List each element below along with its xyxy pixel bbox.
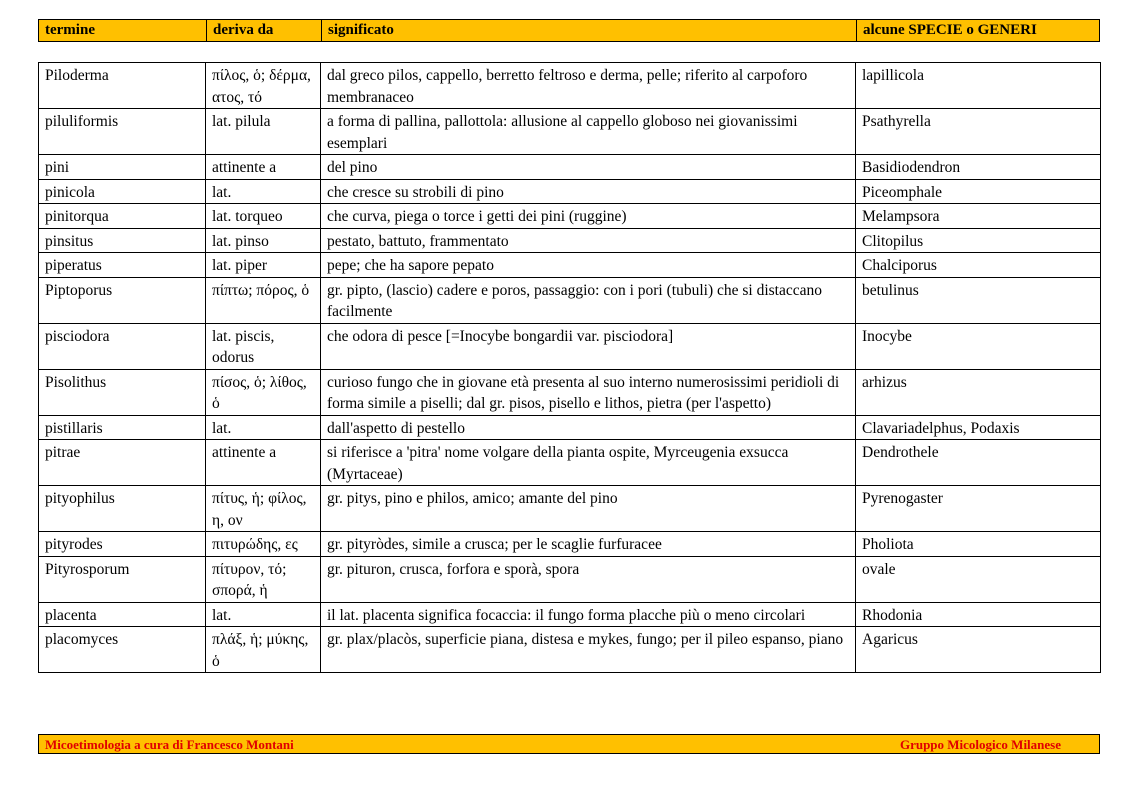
term-cell: pitrae [39, 440, 206, 486]
table-row [39, 627, 1101, 673]
meaning-cell: il lat. placenta significa focaccia: il fungo forma placche più o meno circolari [321, 602, 856, 627]
term-cell: pistillaris [39, 415, 206, 440]
meaning-cell: del pino [321, 155, 856, 180]
meaning-cell: gr. pityròdes, simile a crusca; per le scaglie furfuracee [321, 532, 856, 557]
species-cell: Chalciporus [856, 253, 1101, 278]
table-row [39, 323, 1101, 369]
term-cell: Pityrosporum [39, 556, 206, 602]
meaning-cell: si riferisce a 'pitra' nome volgare della pianta ospite, Myrceugenia exsucca (Myrtaceae) [321, 440, 856, 486]
table-row [39, 532, 1101, 557]
meaning-cell: gr. pituron, crusca, forfora e sporà, spora [321, 556, 856, 602]
origin-cell: lat. pilula [206, 109, 321, 155]
origin-cell: πίτυρον, τό; σπορά, ἡ [206, 556, 321, 602]
table-row [39, 369, 1101, 415]
table-row [39, 228, 1101, 253]
header-derives-from: deriva da [207, 20, 322, 41]
origin-cell: πιτυρώδης, ες [206, 532, 321, 557]
table-row [39, 556, 1101, 602]
species-cell: Piceomphale [856, 179, 1101, 204]
table-row [39, 204, 1101, 229]
species-cell: Basidiodendron [856, 155, 1101, 180]
species-cell: Inocybe [856, 323, 1101, 369]
origin-cell: πίπτω; πόρος, ὁ [206, 277, 321, 323]
term-cell: placenta [39, 602, 206, 627]
table-row [39, 109, 1101, 155]
origin-cell: lat. piscis, odorus [206, 323, 321, 369]
origin-cell: πλάξ, ἡ; μύκης, ὁ [206, 627, 321, 673]
origin-cell: πίτυς, ἡ; φίλος, η, ον [206, 486, 321, 532]
species-cell: Melampsora [856, 204, 1101, 229]
species-cell: arhizus [856, 369, 1101, 415]
header-species: alcune SPECIE o GENERI [863, 22, 1037, 38]
species-cell: Agaricus [856, 627, 1101, 673]
meaning-cell: gr. plax/placòs, superficie piana, distesa e mykes, fungo; per il pileo espanso, piano [321, 627, 856, 673]
meaning-cell: che cresce su strobili di pino [321, 179, 856, 204]
table-row [39, 415, 1101, 440]
origin-cell: attinente a [206, 440, 321, 486]
species-cell: lapillicola [856, 63, 1101, 109]
origin-cell: πίλος, ὁ; δέρμα, ατος, τό [206, 63, 321, 109]
term-cell: pini [39, 155, 206, 180]
origin-cell: lat. [206, 415, 321, 440]
header-meaning: significato [322, 20, 857, 41]
species-cell: Rhodonia [856, 602, 1101, 627]
meaning-cell: gr. pitys, pino e philos, amico; amante del pino [321, 486, 856, 532]
term-cell: placomyces [39, 627, 206, 673]
origin-cell: lat. piper [206, 253, 321, 278]
species-cell: Dendrothele [856, 440, 1101, 486]
table-row [39, 486, 1101, 532]
term-cell: pinitorqua [39, 204, 206, 229]
term-cell: Piptoporus [39, 277, 206, 323]
species-cell: Pholiota [856, 532, 1101, 557]
table-row [39, 179, 1101, 204]
term-cell: piluliformis [39, 109, 206, 155]
origin-cell: attinente a [206, 155, 321, 180]
meaning-cell: curioso fungo che in giovane età presenta al suo interno numerosissimi peridioli di forma simile a piselli; dal gr. pisos, pisello e lithos, pietra (per l'aspetto) [321, 369, 856, 415]
footer-band [38, 734, 1100, 754]
table-row [39, 440, 1101, 486]
etymology-table [38, 62, 1101, 673]
origin-cell: lat. pinso [206, 228, 321, 253]
species-cell: Clitopilus [856, 228, 1101, 253]
meaning-cell: che odora di pesce [=Inocybe bongardii var. pisciodora] [321, 323, 856, 369]
species-cell: ovale [856, 556, 1101, 602]
meaning-cell: dall'aspetto di pestello [321, 415, 856, 440]
term-cell: pinsitus [39, 228, 206, 253]
header-band [38, 19, 1100, 42]
origin-cell: lat. [206, 602, 321, 627]
table-row [39, 63, 1101, 109]
term-cell: piperatus [39, 253, 206, 278]
origin-cell: πίσος, ὁ; λίθος, ὁ [206, 369, 321, 415]
term-cell: pityrodes [39, 532, 206, 557]
table-row [39, 155, 1101, 180]
header-term: termine [39, 20, 207, 41]
species-cell: Pyrenogaster [856, 486, 1101, 532]
footer-left-text: Micoetimologia a cura di Francesco Montani [45, 737, 294, 752]
species-cell: Clavariadelphus, Podaxis [856, 415, 1101, 440]
origin-cell: lat. [206, 179, 321, 204]
meaning-cell: a forma di pallina, pallottola: allusione al cappello globoso nei giovanissimi esemplari [321, 109, 856, 155]
table-row [39, 277, 1101, 323]
table-row [39, 253, 1101, 278]
table-row [39, 602, 1101, 627]
term-cell: Piloderma [39, 63, 206, 109]
meaning-cell: pepe; che ha sapore pepato [321, 253, 856, 278]
meaning-cell: gr. pipto, (lascio) cadere e poros, passaggio: con i pori (tubuli) che si distaccano facilmente [321, 277, 856, 323]
meaning-cell: pestato, battuto, frammentato [321, 228, 856, 253]
term-cell: Pisolithus [39, 369, 206, 415]
species-cell: betulinus [856, 277, 1101, 323]
term-cell: pinicola [39, 179, 206, 204]
term-cell: pityophilus [39, 486, 206, 532]
footer-right-text: Gruppo Micologico Milanese [899, 737, 1061, 752]
meaning-cell: dal greco pilos, cappello, berretto feltroso e derma, pelle; riferito al carpoforo membranaceo [321, 63, 856, 109]
meaning-cell: che curva, piega o torce i getti dei pini (ruggine) [321, 204, 856, 229]
species-cell: Psathyrella [856, 109, 1101, 155]
term-cell: pisciodora [39, 323, 206, 369]
origin-cell: lat. torqueo [206, 204, 321, 229]
